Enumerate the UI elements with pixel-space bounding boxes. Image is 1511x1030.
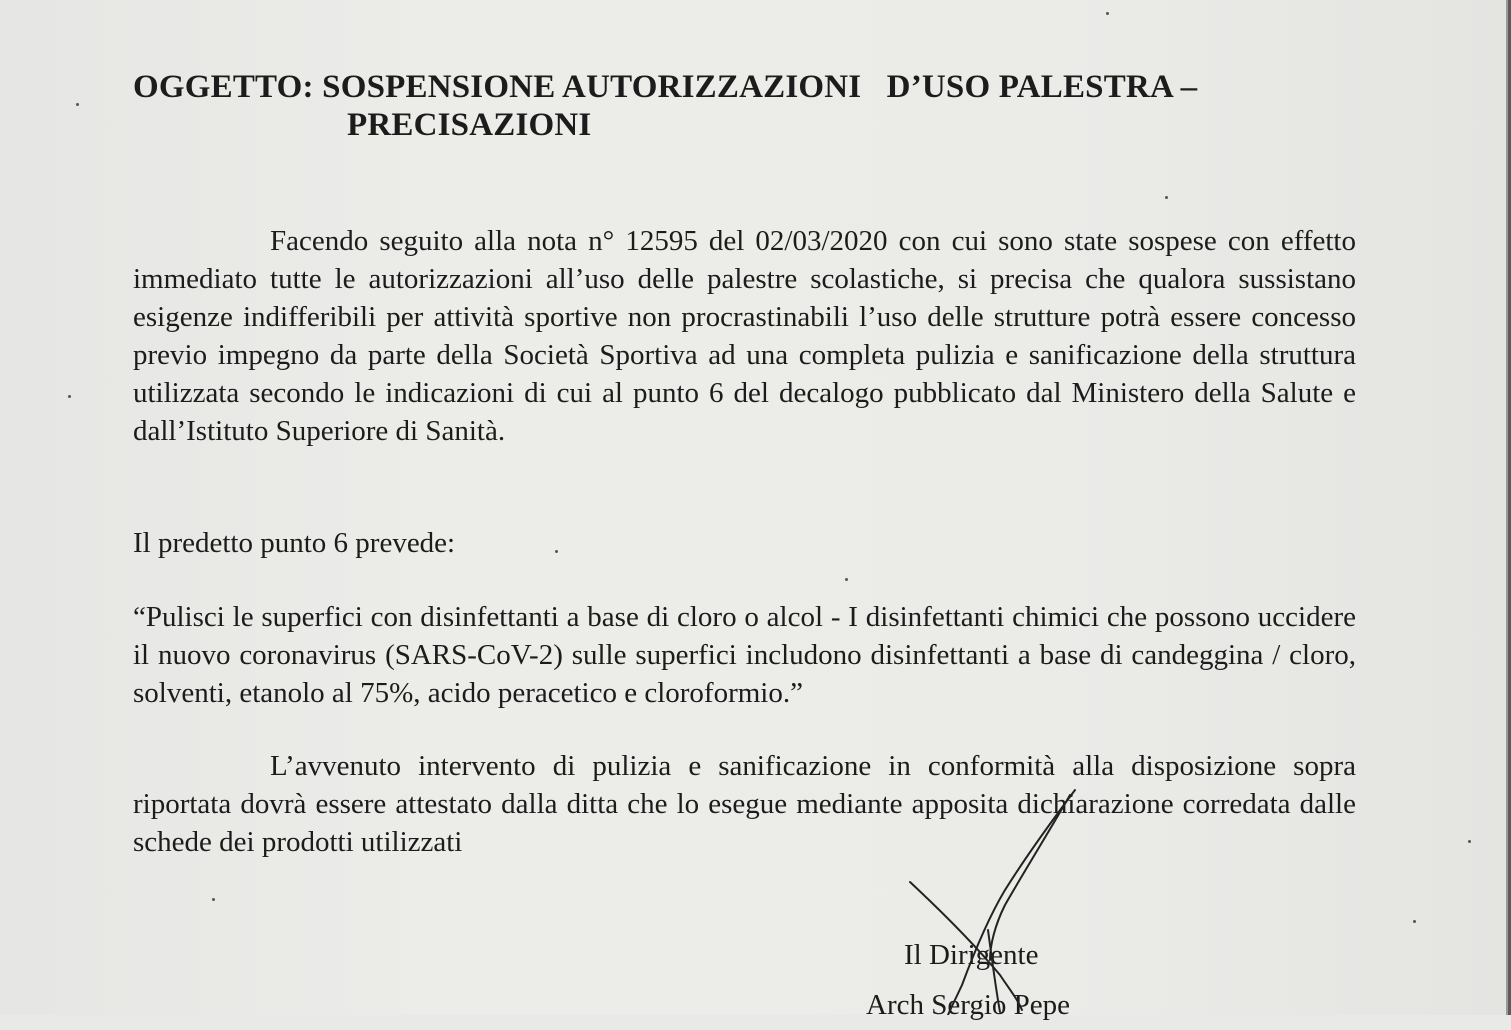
scan-speck <box>1468 840 1471 843</box>
scan-speck <box>76 103 79 106</box>
scan-speck <box>1165 196 1168 199</box>
scan-speck <box>555 550 558 553</box>
signature-block <box>866 930 1070 1030</box>
subject-line-1: OGGETTO: SOSPENSIONE AUTORIZZAZIONI D’USO PALESTRA – <box>133 69 1198 105</box>
signature-name: Arch Sergio Pepe <box>866 989 1071 1021</box>
scan-speck <box>1413 920 1416 923</box>
scan-speck <box>845 578 848 581</box>
paragraph-point-6: Il predetto punto 6 prevede: <box>133 527 456 559</box>
paragraph-intro: Facendo seguito alla nota n° 12595 del 02/03/2020 con cui sono state sospese con effetto immediato tutte le autorizzazioni all’uso delle palestre scolastiche, si precisa che qualora sussistano esigenze indifferibili per attività sportive non procrastinabili l’uso delle strutture potrà essere concesso previo impegno da parte della Società Sportiva ad una completa pulizia e sanificazione della struttura utilizzata secondo le indicazioni di cui al punto 6 del decalogo pubblicato dal Ministero della Salute e dall’Istituto Superiore di Sanità. <box>133 225 1356 447</box>
subject-line-2: PRECISAZIONI <box>347 107 592 143</box>
subject-heading <box>133 68 1197 144</box>
scan-speck <box>1106 12 1109 15</box>
paragraph-quote: “Pulisci le superfici con disinfettanti a base di cloro o alcol - I disinfettanti chimici che possono uccidere il nuovo coronavirus (SARS-CoV-2) sulle superfici includono disinfettanti a base di candeggina / cloro, solventi, etanolo al 75%, acido peracetico e cloroformio.” <box>133 601 1356 709</box>
scan-speck <box>68 395 71 398</box>
signature-role: Il Dirigente <box>904 939 1039 971</box>
scan-speck <box>212 898 215 901</box>
paragraph-attestation: L’avvenuto intervento di pulizia e sanificazione in conformità alla disposizione sopra riportata dovrà essere attestato dalla ditta che lo esegue mediante apposita dichiarazione corredata dalle schede dei prodotti utilizzati <box>133 750 1356 858</box>
